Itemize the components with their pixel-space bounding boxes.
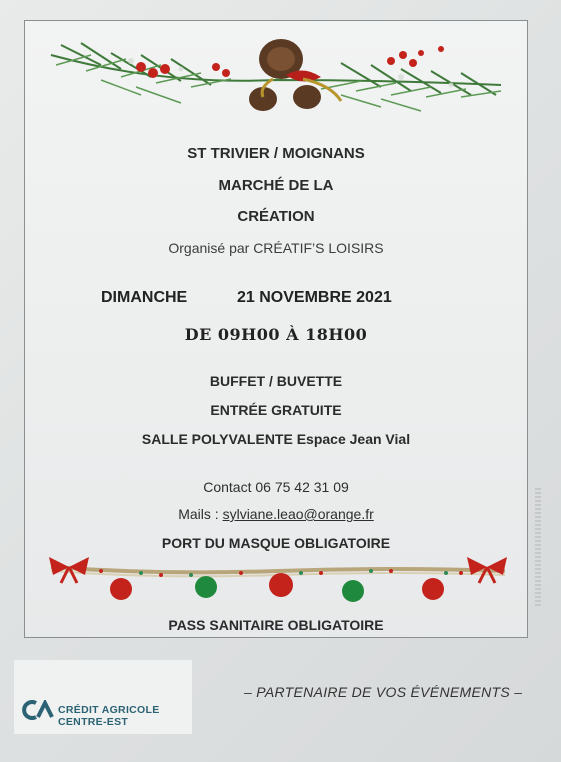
event-date: 21 NOVEMBRE 2021 <box>237 289 392 306</box>
sponsor-name-line2: CENTRE-EST <box>58 716 129 728</box>
mask-notice: PORT DU MASQUE OBLIGATOIRE <box>161 535 391 551</box>
footer <box>0 652 561 762</box>
event-title-line1: MARCHÉ DE LA <box>218 177 334 194</box>
event-day: DIMANCHE <box>101 289 188 306</box>
pine-garland-icon <box>41 25 511 125</box>
mail-label: Mails : <box>178 506 219 522</box>
event-hours: DE 09H00 À 18H00 <box>184 325 368 344</box>
mail-row <box>25 506 527 522</box>
sponsor-name <box>58 704 160 728</box>
ornament-icon <box>110 573 444 602</box>
partner-tagline <box>244 684 522 700</box>
printer-margin-text <box>535 488 541 608</box>
venue-text: SALLE POLYVALENTE Espace Jean Vial <box>141 431 411 447</box>
buffet-text: BUFFET / BUVETTE <box>209 373 343 389</box>
tagline-dash-right: – <box>510 684 523 700</box>
organizer-text: Organisé par CRÉATIF’S LOISIRS <box>168 240 384 256</box>
event-date-row <box>25 289 527 313</box>
credit-agricole-logo <box>20 700 54 720</box>
pass-notice: PASS SANITAIRE OBLIGATOIRE <box>168 617 384 633</box>
tagline-dash-left: – <box>244 684 257 700</box>
tagline-text: PARTENAIRE DE VOS ÉVÉNEMENTS <box>256 684 510 700</box>
entry-text: ENTRÉE GRATUITE <box>210 402 342 418</box>
mail-link[interactable]: sylviane.leao@orange.fr <box>222 506 374 522</box>
contact-text: Contact 06 75 42 31 09 <box>203 479 349 495</box>
ornament-garland-icon <box>41 553 515 603</box>
event-title-line2: CRÉATION <box>237 208 315 225</box>
red-bow-icon <box>49 557 89 583</box>
sponsor-block <box>14 660 192 734</box>
sponsor-name-line1: CRÉDIT AGRICOLE <box>58 704 160 716</box>
event-poster <box>24 20 528 638</box>
town-heading: ST TRIVIER / MOIGNANS <box>187 145 365 162</box>
